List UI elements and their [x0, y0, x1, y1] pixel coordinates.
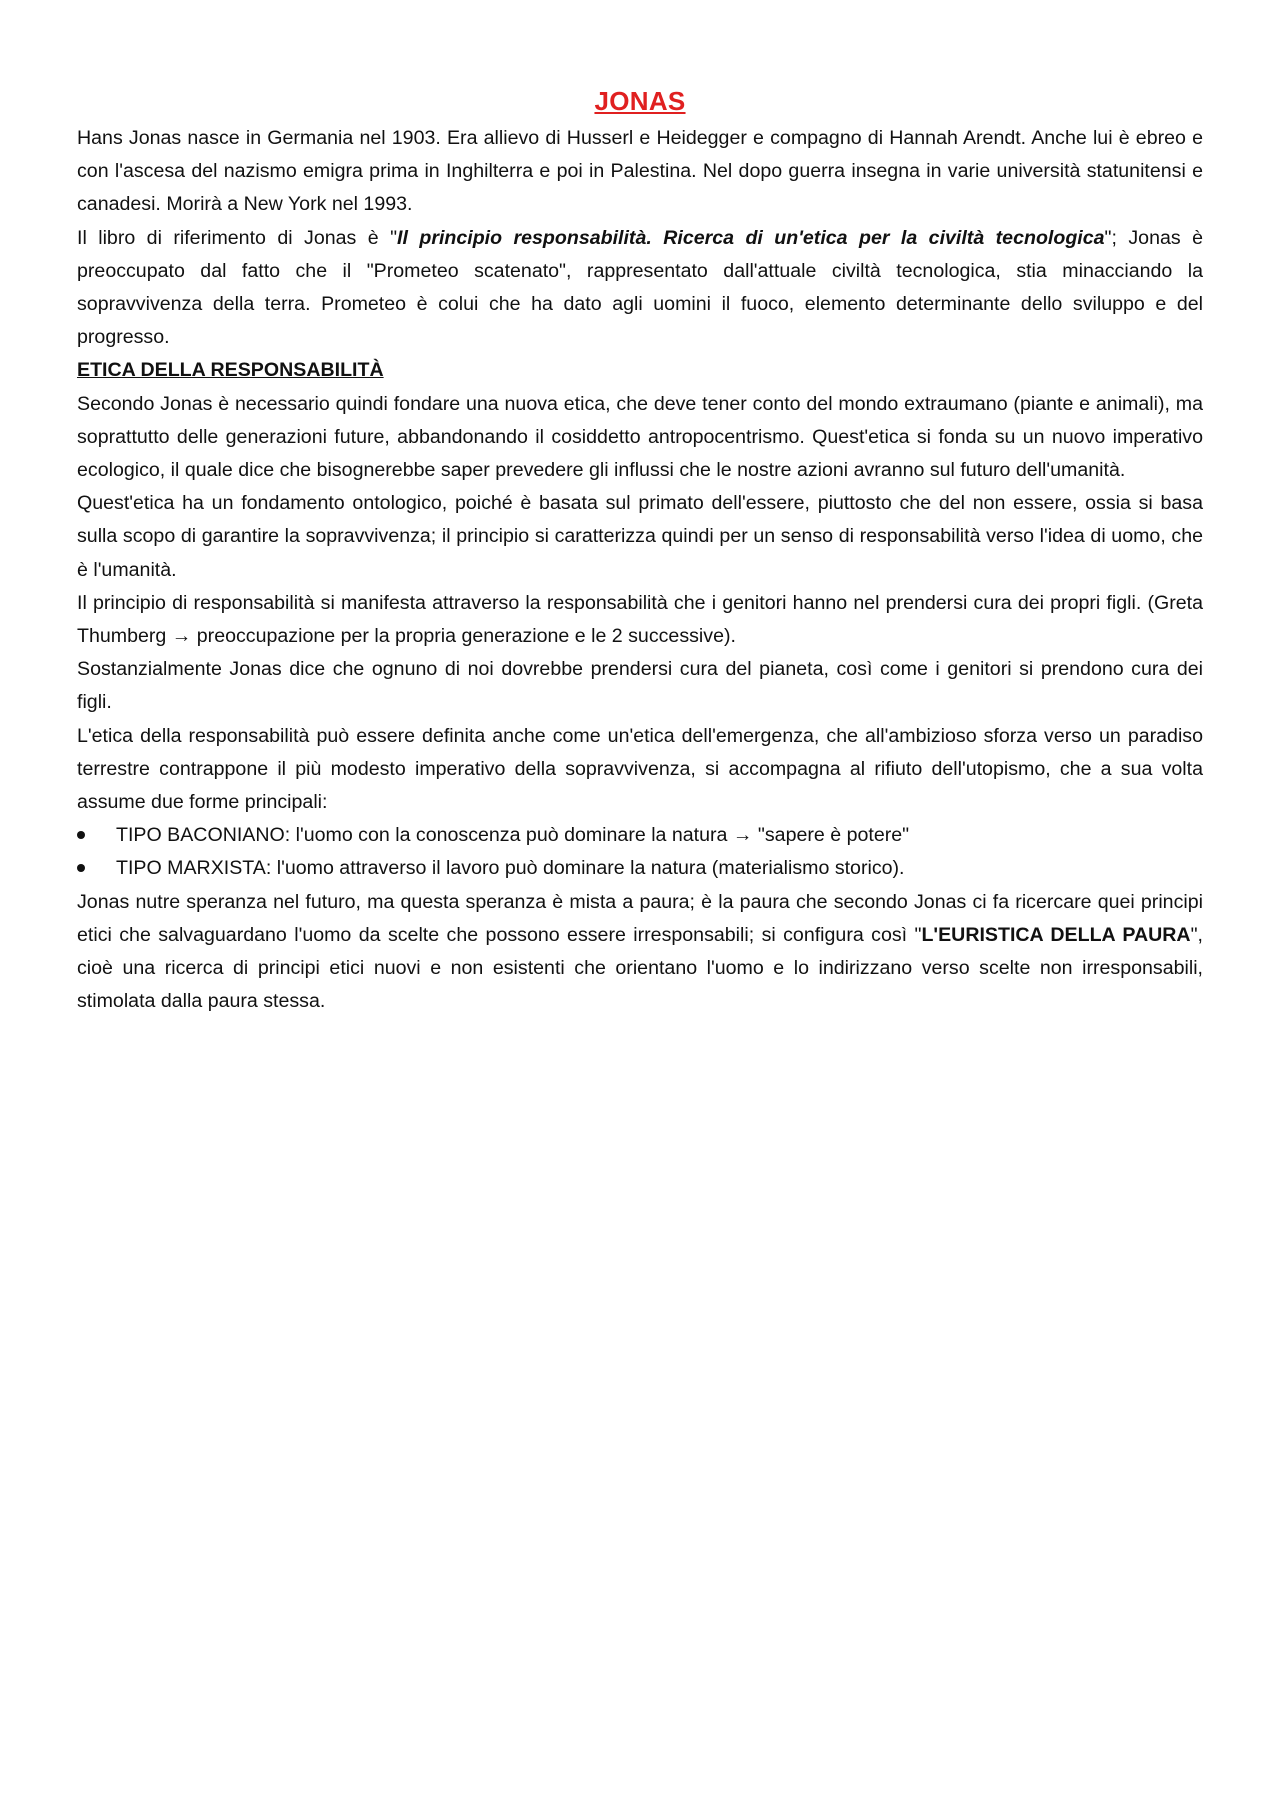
paragraph-reference-book [77, 222, 1203, 355]
bullet-icon [77, 831, 85, 839]
text-segment: TIPO MARXISTA: l'uomo attraverso il lavoro può dominare la natura (materialismo storico). [116, 857, 905, 880]
text-segment: preoccupazione per la propria generazione e le 2 successive). [191, 625, 736, 648]
text-segment: Il principio di responsabilità si manifesta attraverso la responsabilità che i genitori hanno nel prendersi cura dei propri figli. (Greta Thumberg [77, 591, 1203, 648]
utopianism-list [77, 819, 1203, 885]
section-heading: ETICA DELLA RESPONSABILITÀ [77, 359, 384, 382]
text-segment: "; Jonas è preoccupato dal fatto che il "Prometeo scatenato", rappresentato dall'attuale civiltà tecnologica, stia minacciando la sopravvivenza della terra. Prometeo è colui che ha dato agli uomini il fuoco, elemento determinante dello sviluppo e del progresso. [77, 226, 1203, 349]
text-segment: Jonas nutre speranza nel futuro, ma questa speranza è mista a paura; è la paura che secondo Jonas ci fa ricercare quei principi etici che salvaguardano l'uomo da scelte che possono essere irresponsabili; si configura così " [77, 890, 1203, 946]
paragraph-biography: Hans Jonas nasce in Germania nel 1903. Era allievo di Husserl e Heidegger e compagno di Hannah Arendt. Anche lui è ebreo e con l'ascesa del nazismo emigra prima in Inghilterra e poi in Palestina. Nel dopo guerra insegna in varie università statunitensi e canadesi. Morirà a New York nel 1993. [77, 127, 1203, 216]
book-title: Il principio responsabilità. Ricerca di un'etica per la civiltà tecnologica [397, 226, 1105, 249]
document-title: JONAS [594, 86, 686, 116]
paragraph-heuristics-of-fear [77, 886, 1203, 1019]
list-item [77, 852, 1203, 885]
arrow-right-icon: → [171, 625, 192, 648]
paragraph-planet-care: Sostanzialmente Jonas dice che ognuno di noi dovrebbe prendersi cura del pianeta, così come i genitori si prendono cura dei figli. [77, 658, 1203, 714]
list-item [77, 819, 1203, 852]
text-segment: "sapere è potere" [752, 824, 910, 847]
paragraph-emergency-ethics: L'etica della responsabilità può essere definita anche come un'etica dell'emergenza, che all'ambizioso sforza verso un paradiso terrestre contrappone il più modesto imperativo della sopravvivenza, si accompagna al rifiuto dell'utopismo, che a sua volta assume due forme principali: [77, 724, 1203, 814]
text-segment: TIPO BACONIANO: l'uomo con la conoscenza può dominare la natura [116, 824, 733, 847]
bullet-icon [77, 864, 85, 872]
heuristics-term: L'EURISTICA DELLA PAURA [921, 923, 1191, 946]
text-segment: ", cioè una ricerca di principi etici nuovi e non esistenti che orientano l'uomo e lo indirizzano verso scelte non irresponsabili, stimolata dalla paura stessa. [77, 923, 1203, 1013]
paragraph-parents-responsibility [77, 587, 1203, 653]
paragraph-ontological-foundation: Quest'etica ha un fondamento ontologico, poiché è basata sul primato dell'essere, piuttosto che del non essere, ossia si basa sulla scopo di garantire la sopravvivenza; il principio si caratterizza quindi per un senso di responsabilità verso l'idea di uomo, che è l'umanità. [77, 492, 1203, 581]
text-segment: Il libro di riferimento di Jonas è " [77, 226, 398, 249]
arrow-right-icon: → [732, 824, 753, 847]
paragraph-new-ethics: Secondo Jonas è necessario quindi fondare una nuova etica, che deve tener conto del mondo extraumano (piante e animali), ma soprattutto delle generazioni future, abbandonando il cosiddetto antropocentrismo. Quest'etica si fonda su un nuovo imperativo ecologico, il quale dice che bisognerebbe saper prevedere gli influssi che le nostre azioni avranno sul futuro dell'umanità. [77, 392, 1203, 482]
